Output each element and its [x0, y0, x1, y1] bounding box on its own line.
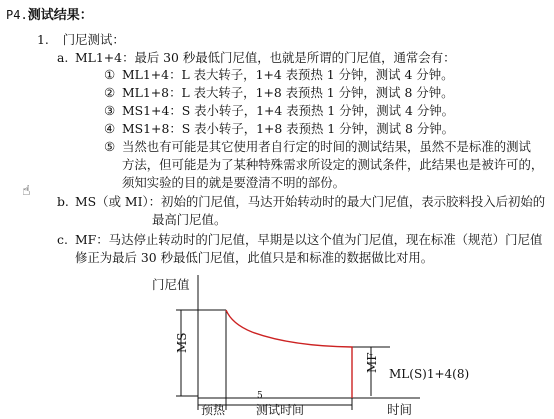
sub-item-5-line-1: 当然也有可能是其它使用者自行定的时间的测试结果，虽然不是标准的测试	[122, 139, 531, 154]
ms-label: MS	[175, 332, 189, 353]
hand-pointer-icon: ☝	[22, 183, 31, 199]
item-c-line-1: MF：马达停止转动时的门尼值，早期是以这个值为门尼值，现在标准（规范）门尼值	[75, 232, 543, 247]
sub-item-4-text: MS1+8：S 表小转子，1+8 表预热 1 分钟，测试 8 分钟。	[122, 121, 454, 136]
sub-item-5-num: ⑤	[104, 139, 116, 154]
sub-item-1-num: ①	[104, 67, 116, 82]
sub-item-3-num: ③	[104, 103, 116, 118]
mf-label: MF	[365, 352, 379, 373]
sub-item-2-num: ②	[104, 85, 116, 100]
tick-label: 5	[257, 391, 263, 401]
item-c-line-2: 修正为最后 30 秒最低门尼值，此值只是和标准的数据做比对用。	[75, 250, 434, 265]
list-number: 1.	[37, 32, 49, 47]
mooney-curve	[226, 310, 352, 398]
sub-item-3-text: MS1+4：S 表小转子，1+4 表预热 1 分钟，测试 4 分钟。	[122, 103, 454, 118]
item-b-label: b.	[57, 194, 69, 209]
sub-item-4-num: ④	[104, 121, 116, 136]
heading-text: 测试结果：	[27, 8, 93, 23]
list-title: 门尼测试：	[62, 32, 125, 47]
x-axis-label: 时间	[387, 402, 413, 417]
sub-item-1-text: ML1+4：L 表大转子，1+4 表预热 1 分钟，测试 4 分钟。	[122, 67, 454, 82]
sub-item-5-line-2: 方法，但可能是为了某种特殊需求所设定的测试条件，此结果也是被许可的，	[122, 157, 544, 172]
sub-item-5-line-3: 须知实验的目的就是要澄清不明的部份。	[122, 175, 346, 190]
item-b-line-1: MS（或 MI）：初始的门尼值，马达开始转动时的最大门尼值，表示胶料投入后初始的	[75, 194, 546, 209]
y-axis-label: 门尼值	[152, 277, 190, 292]
test-time-label: 测试时间	[256, 403, 305, 417]
item-b-line-2: 最高门尼值。	[152, 212, 227, 227]
item-a-label: a.	[57, 50, 69, 65]
item-c-label: c.	[57, 232, 68, 247]
ml-label: ML(S)1+4(8)	[389, 367, 470, 381]
heading-marker: P4.	[6, 8, 28, 22]
item-a-intro: ML1+4：最后 30 秒最低门尼值，也就是所谓的门尼值，通常会有：	[75, 50, 456, 65]
preheat-label: 预热	[201, 403, 226, 417]
sub-item-2-text: ML1+8：L 表大转子，1+8 表预热 1 分钟，测试 8 分钟。	[122, 85, 454, 100]
